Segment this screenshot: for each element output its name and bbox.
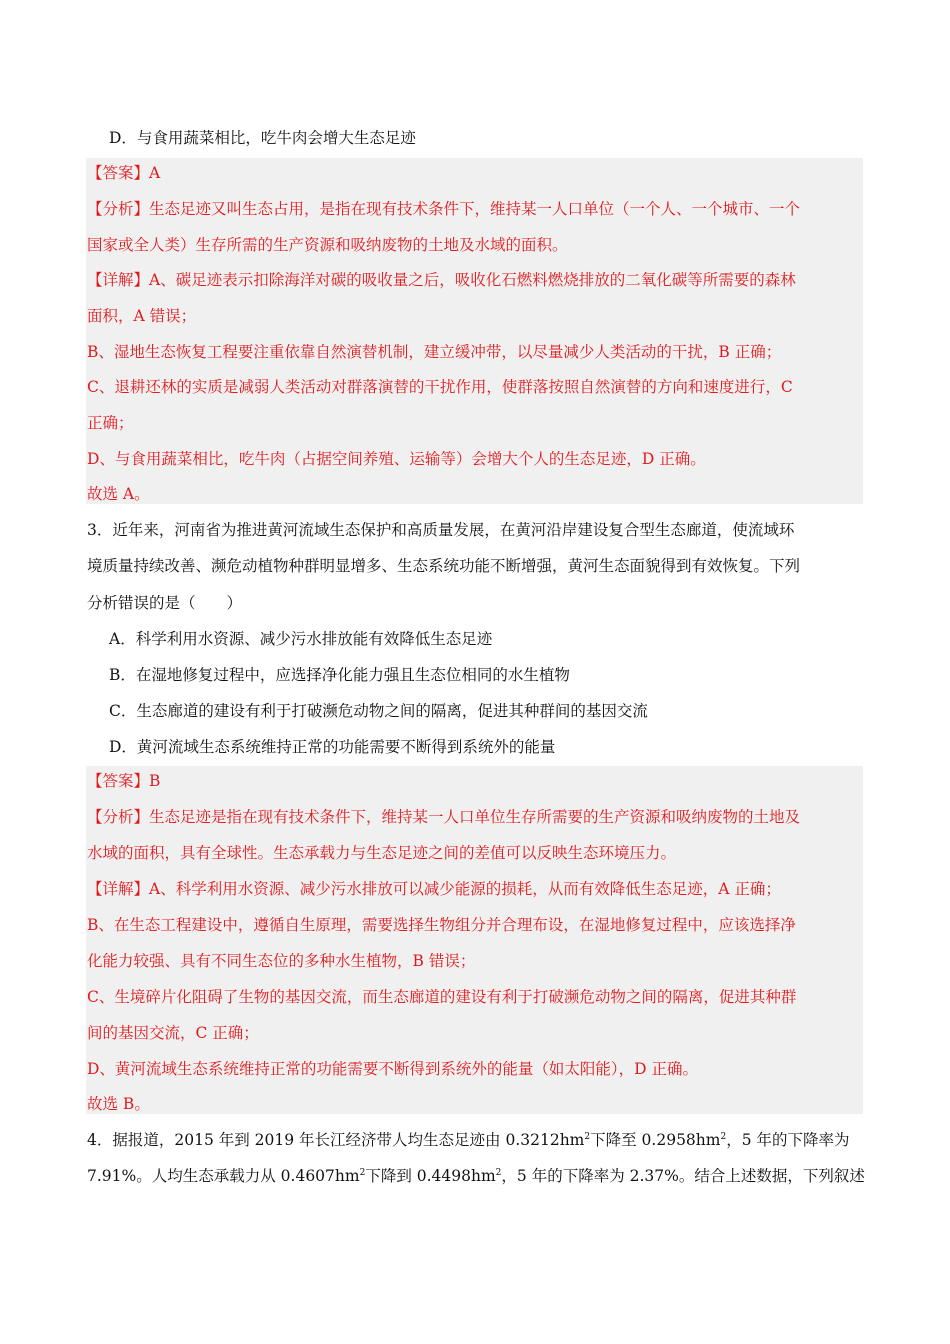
q3-detail-line: D、黄河流域生态系统维持正常的功能需要不断得到系统外的能量（如太阳能），D 正确。 [87,1060,699,1078]
q2-detail-line: C、退耕还林的实质是减弱人类活动对群落演替的干扰作用，使群落按照自然演替的方向和速度进行，C [87,378,793,396]
q3-stem-line: 3．近年来，河南省为推进黄河流域生态保护和高质量发展，在黄河沿岸建设复合型生态廊道，使流域环 [87,521,795,539]
q3-option-d: D．黄河流域生态系统维持正常的功能需要不断得到系统外的能量 [109,738,556,756]
q2-detail-line: 正确； [87,414,134,432]
q3-option-b: B．在湿地修复过程中，应选择净化能力强且生态位相同的水生植物 [109,666,570,684]
q2-detail-line: 面积，A 错误； [87,307,197,325]
q3-detail-line: 间的基因交流，C 正确； [87,1024,259,1042]
q3-detail-line: 故选 B。 [87,1095,150,1113]
q3-stem-line: 境质量持续改善、濒危动植物种群明显增多、生态系统功能不断增强，黄河生态面貌得到有效恢复。下列 [87,557,801,575]
q3-option-a: A．科学利用水资源、减少污水排放能有效降低生态足迹 [109,630,493,648]
q2-detail-line: B、湿地生态恢复工程要注重依靠自然演替机制，建立缓冲带，以尽量减少人类活动的干扰，B 正确； [87,343,782,361]
q4-stem-line: 7.91%。人均生态承载力从 $0.4607hm^2$下降到 $0.4498hm^2$，5 年的下降率为 2.37%。结合上述数据，下列叙述 [87,1167,865,1185]
q2-option-d: D．与食用蔬菜相比，吃牛肉会增大生态足迹 [109,129,416,147]
q2-answer: 【答案】A [87,164,161,182]
q3-detail-line: 【详解】A、科学利用水资源、减少污水排放可以减少能源的损耗，从而有效降低生态足迹，A 正确； [87,880,781,898]
q3-answer: 【答案】B [87,772,161,790]
q3-option-c: C．生态廊道的建设有利于打破濒危动物之间的隔离，促进其种群间的基因交流 [109,702,648,720]
q2-detail-line: D、与食用蔬菜相比，吃牛肉（占据空间养殖、运输等）会增大个人的生态足迹，D 正确。 [87,450,706,468]
q3-analysis-line: 水域的面积，具有全球性。生态承载力与生态足迹之间的差值可以反映生态环境压力。 [87,844,677,862]
q3-detail-line: B、在生态工程建设中，遵循自生原理，需要选择生物组分并合理布设，在湿地修复过程中，应该选择净 [87,916,796,934]
q2-analysis-line: 国家或全人类）生存所需的生产资源和吸纳废物的土地及水域的面积。 [87,236,568,254]
q2-detail-line: 故选 A。 [87,485,150,503]
q4-stem-line: 4．据报道，2015 年到 2019 年长江经济带人均生态足迹由 $0.3212hm^2$下降至 $0.2958hm^2$，5 年的下降率为 [87,1131,850,1149]
q3-analysis-line: 【分析】生态足迹是指在现有技术条件下，维持某一人口单位生存所需要的生产资源和吸纳废物的土地及 [87,808,801,826]
q2-detail-line: 【详解】A、碳足迹表示扣除海洋对碳的吸收量之后，吸收化石燃料燃烧排放的二氧化碳等所需要的森林 [87,271,796,289]
q2-analysis-line: 【分析】生态足迹又叫生态占用，是指在现有技术条件下，维持某一人口单位（一个人、一个城市、一个 [87,200,801,218]
q3-stem-line: 分析错误的是（ ） [87,594,243,612]
q3-detail-line: 化能力较强、具有不同生态位的多种水生植物，B 错误； [87,952,476,970]
q3-detail-line: C、生境碎片化阻碍了生物的基因交流，而生态廊道的建设有利于打破濒危动物之间的隔离，促进其种群 [87,988,797,1006]
